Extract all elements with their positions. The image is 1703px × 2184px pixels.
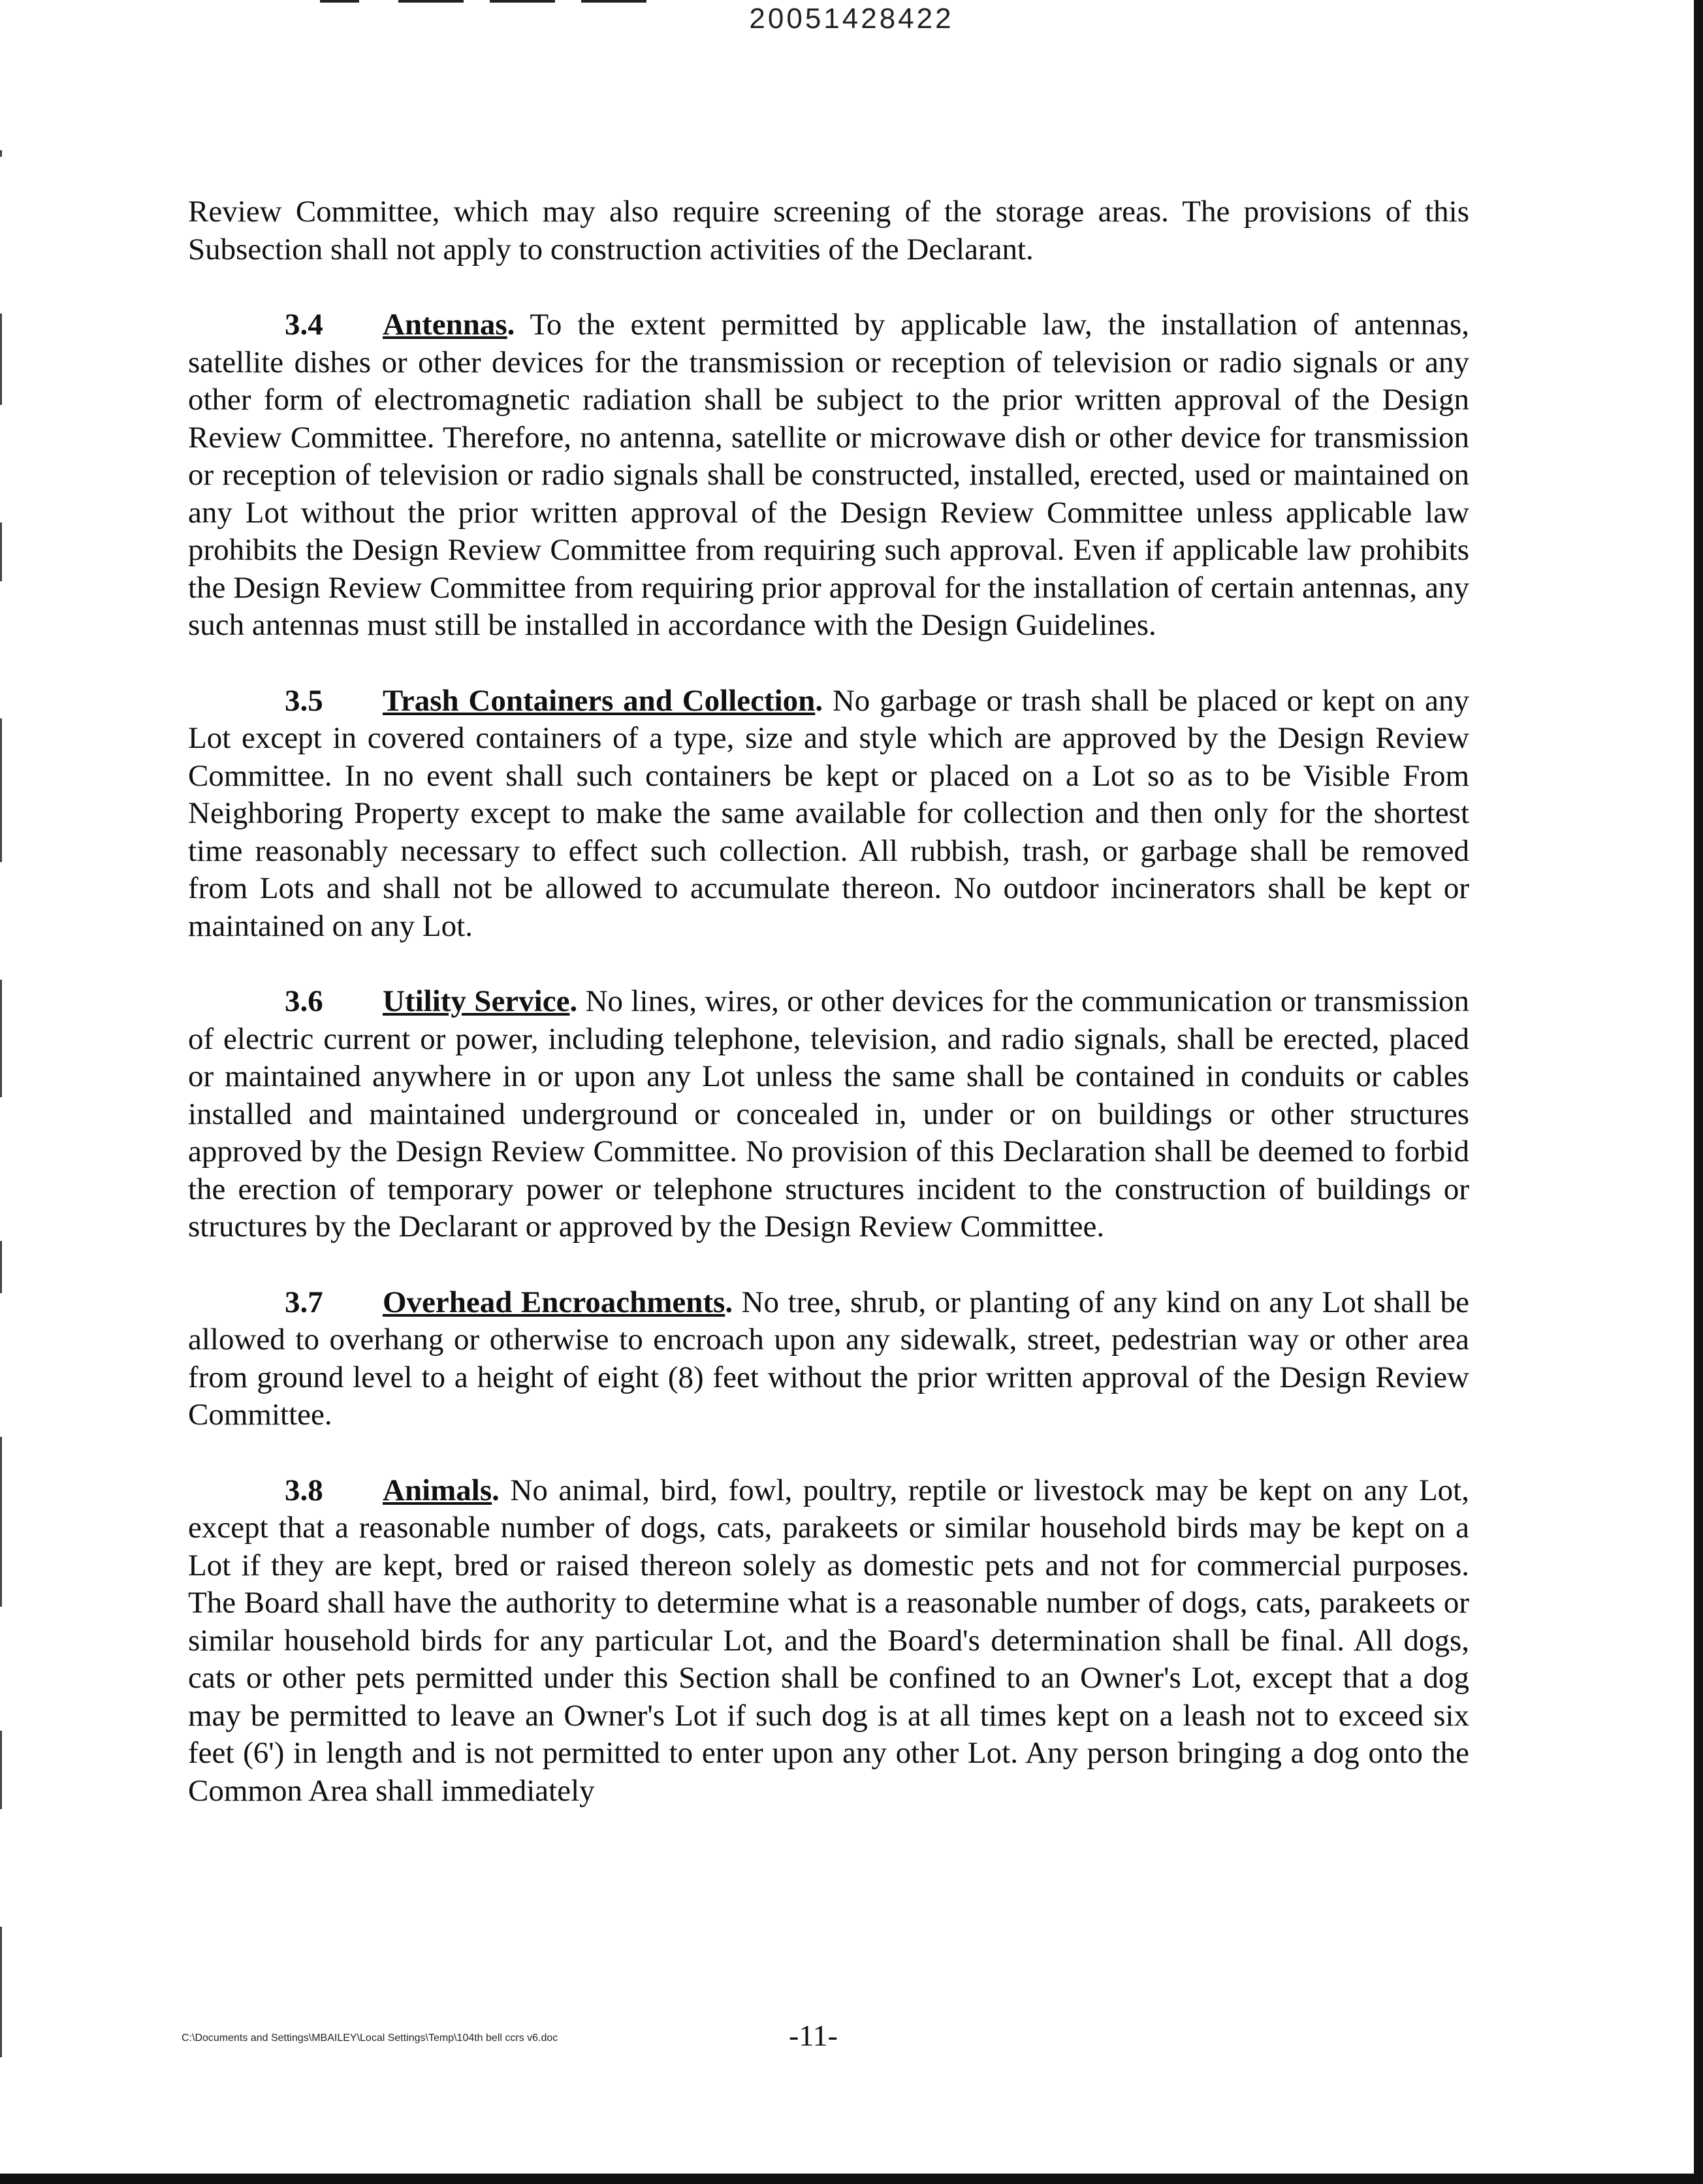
- footer-file-path: C:\Documents and Settings\MBAILEY\Local Settings\Temp\104th bell ccrs v6.doc: [182, 2032, 558, 2044]
- document-number: 20051428422: [749, 3, 954, 35]
- section-body: No tree, shrub, or planting of any kind on any Lot shall be allowed to overhang or otherwise to encroach upon any sidewalk, street, pedestrian way or other area from ground level to a height of eight (8) feet without the prior written approval of the Design Review Committee.: [188, 1285, 1469, 1432]
- section-body: No animal, bird, fowl, poultry, reptile or livestock may be kept on any Lot, except that a reasonable number of dogs, cats, parakeets or similar household birds may be kept on a Lot if they are kept, bred or raised thereon solely as domestic pets and not for commercial purposes. The Board shall have the authority to determine what is a reasonable number of dogs, cats, parakeets or similar household birds for any particular Lot, and the Board's determination shall be final. All dogs, cats or other pets permitted under this Section shall be confined to an Owner's Lot, except that a dog may be permitted to leave an Owner's Lot if such dog is at all times kept on a leash not to exceed six feet (6') in length and is not permitted to enter upon any other Lot. Any person bringing a dog onto the Common Area shall immediately: [188, 1473, 1469, 1808]
- scan-right-edge: [1694, 0, 1703, 2184]
- scan-left-edge: [0, 131, 4, 2155]
- section-3-6: 3.6 Utility Service. No lines, wires, or other devices for the communication or transmission of electric current or power, including telephone, television, and radio signals, shall be erected, placed or maintained anywhere in or upon any Lot unless the same shall be contained in conduits or cables installed and maintained underground or concealed in, under or on buildings or other structures approved by the Design Review Committee. No provision of this Declaration shall be deemed to forbid the erection of temporary power or telephone structures incident to the construction of buildings or structures by the Declarant or approved by the Design Review Committee.: [188, 984, 1470, 1244]
- section-title: Trash Containers and Collection: [383, 683, 816, 718]
- section-number: 3.5: [285, 683, 323, 718]
- section-number: 3.4: [285, 308, 323, 342]
- section-3-7: 3.7 Overhead Encroachments. No tree, shrub, or planting of any kind on any Lot shall be allowed to overhang or otherwise to encroach upon any sidewalk, street, pedestrian way or other area from ground level to a height of eight (8) feet without the prior written approval of the Design Review Committee.: [188, 1285, 1469, 1432]
- section-3-8: 3.8 Animals. No animal, bird, fowl, poultry, reptile or livestock may be kept on any Lot, except that a reasonable number of dogs, cats, parakeets or similar household birds may be kept on a Lot if they are kept, bred or raised thereon solely as domestic pets and not for commercial purposes. The Board shall have the authority to determine what is a reasonable number of dogs, cats, parakeets or similar household birds for any particular Lot, and the Board's determination shall be final. All dogs, cats or other pets permitted under this Section shall be confined to an Owner's Lot, except that a dog may be permitted to leave an Owner's Lot if such dog is at all times kept on a leash not to exceed six feet (6') in length and is not permitted to enter upon any other Lot. Any person bringing a dog onto the Common Area shall immediately: [188, 1473, 1469, 1808]
- section-title: Utility Service: [383, 984, 570, 1018]
- section-body: No lines, wires, or other devices for the communication or transmission of electric current or power, including telephone, television, and radio signals, shall be erected, placed or maintained anywhere in or upon any Lot unless the same shall be contained in conduits or cables installed and maintained underground or concealed in, under or on buildings or other structures approved by the Design Review Committee. No provision of this Declaration shall be deemed to forbid the erection of temporary power or telephone structures incident to the construction of buildings or structures by the Declarant or approved by the Design Review Committee.: [188, 984, 1470, 1244]
- section-3-5: 3.5 Trash Containers and Collection. No garbage or trash shall be placed or kept on any Lot except in covered containers of a type, size and style which are approved by the Design Review Committee. In no event shall such containers be kept or placed on a Lot so as to be Visible From Neighboring Property except to make the same available for collection and then only for the shortest time reasonably necessary to effect such collection. All rubbish, trash, or garbage shall be removed from Lots and shall not be allowed to accumulate thereon. No outdoor incinerators shall be kept or maintained on any Lot.: [188, 683, 1470, 943]
- intro-paragraph: Review Committee, which may also require screening of the storage areas. The provisions of this Subsection shall not apply to construction activities of the Declarant.: [188, 195, 1469, 266]
- section-3-4: 3.4 Antennas. To the extent permitted by applicable law, the installation of antennas, satellite dishes or other devices for the transmission or reception of television or radio signals or any other form of electromagnetic radiation shall be subject to the prior written approval of the Design Review Committee. Therefore, no antenna, satellite or microwave dish or other device for transmission or reception of television or radio signals shall be constructed, installed, erected, used or maintained on any Lot without the prior written approval of the Design Review Committee unless applicable law prohibits the Design Review Committee from requiring such approval. Even if applicable law prohibits the Design Review Committee from requiring prior approval for the installation of certain antennas, any such antennas must still be installed in accordance with the Design Guidelines.: [188, 308, 1469, 642]
- document-body: [188, 193, 1469, 1848]
- section-title: Overhead Encroachments: [383, 1285, 725, 1319]
- section-title: Antennas: [383, 308, 507, 342]
- section-number: 3.7: [285, 1285, 323, 1319]
- section-body: No garbage or trash shall be placed or kept on any Lot except in covered containers of a type, size and style which are approved by the Design Review Committee. In no event shall such containers be kept or placed on a Lot so as to be Visible From Neighboring Property except to make the same available for collection and then only for the shortest time reasonably necessary to effect such collection. All rubbish, trash, or garbage shall be removed from Lots and shall not be allowed to accumulate thereon. No outdoor incinerators shall be kept or maintained on any Lot.: [188, 683, 1470, 943]
- section-body: To the extent permitted by applicable law, the installation of antennas, satellite dishes or other devices for the transmission or reception of television or radio signals or any other form of electromagnetic radiation shall be subject to the prior written approval of the Design Review Committee. Therefore, no antenna, satellite or microwave dish or other device for transmission or reception of television or radio signals shall be constructed, installed, erected, used or maintained on any Lot without the prior written approval of the Design Review Committee unless applicable law prohibits the Design Review Committee from requiring such approval. Even if applicable law prohibits the Design Review Committee from requiring prior approval for the installation of certain antennas, any such antennas must still be installed in accordance with the Design Guidelines.: [188, 308, 1469, 642]
- scan-bottom-edge: [0, 2174, 1703, 2184]
- section-number: 3.8: [285, 1473, 323, 1507]
- page-number: -11-: [789, 2019, 838, 2052]
- section-number: 3.6: [285, 984, 323, 1018]
- section-title: Animals: [383, 1473, 492, 1507]
